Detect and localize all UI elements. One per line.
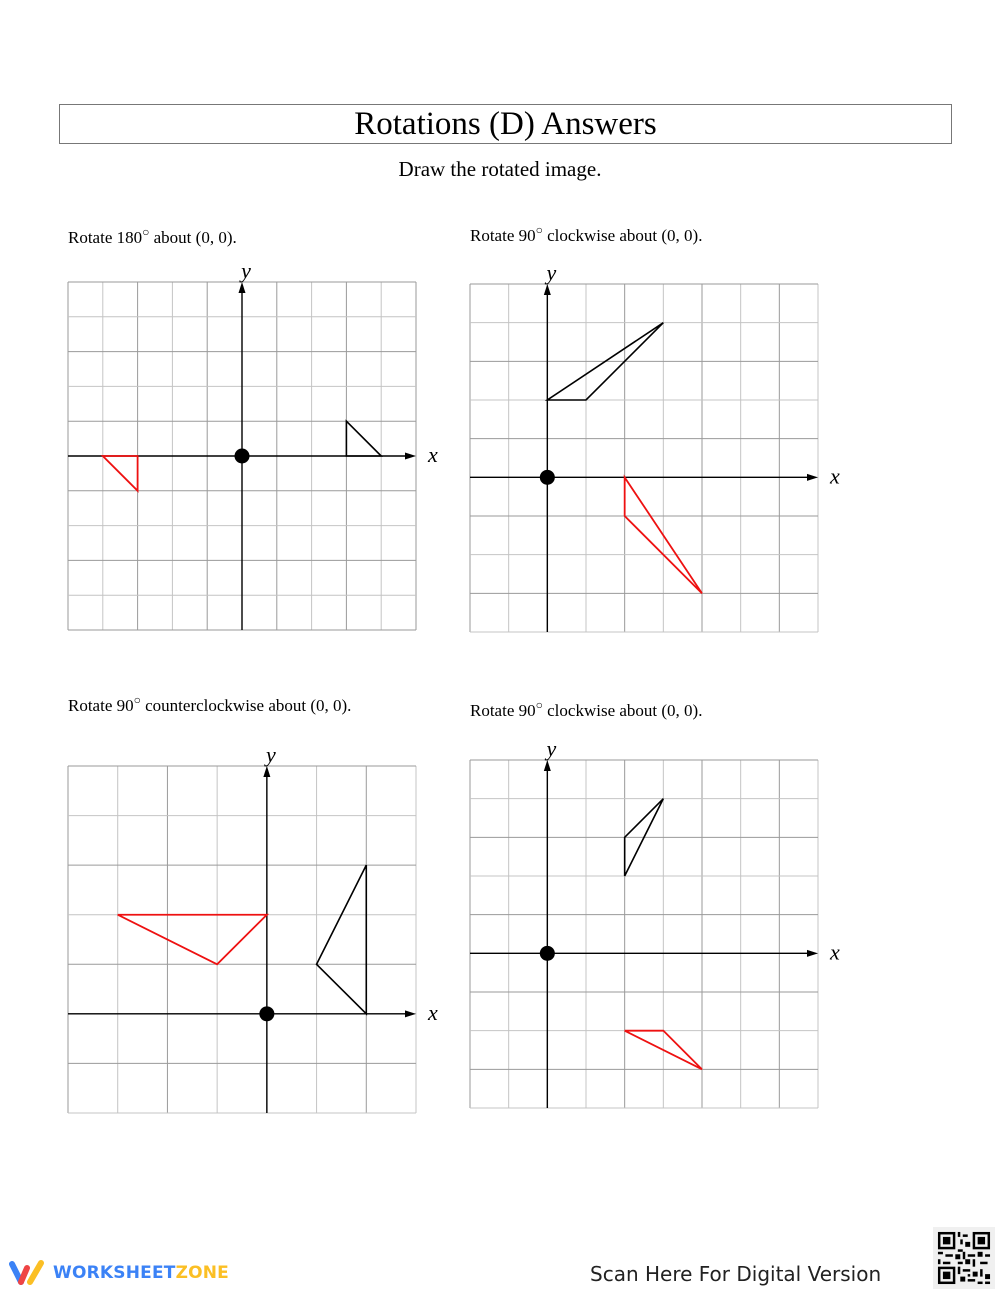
prompt-text: counterclockwise about (0, 0). <box>140 696 352 715</box>
logo-text-part2: ZONE <box>175 1263 229 1283</box>
logo-text-part1: WORKSHEET <box>53 1263 176 1283</box>
logo-text <box>53 1263 229 1283</box>
scan-caption: Scan Here For Digital Version <box>590 1262 882 1286</box>
y-axis-label: y <box>241 258 251 283</box>
instructions: Draw the rotated image. <box>398 157 602 181</box>
prompt-text: clockwise about (0, 0). <box>542 226 703 245</box>
y-axis-arrow-icon <box>544 760 551 771</box>
logo-mark-icon <box>8 1259 48 1287</box>
x-axis-label: x <box>830 463 840 489</box>
x-axis-arrow-icon <box>807 950 818 957</box>
worksheetzone-logo[interactable] <box>8 1259 229 1287</box>
x-axis-label: x <box>428 999 438 1025</box>
degree-symbol: ○ <box>535 698 543 712</box>
prompt-text: Rotate 180 <box>68 228 143 247</box>
degree-symbol: ○ <box>142 225 150 239</box>
y-axis-label: y <box>546 736 557 761</box>
prompt-text: Rotate 90 <box>68 696 134 715</box>
grid-lines <box>470 760 818 1108</box>
y-axis-label: y <box>265 742 276 767</box>
x-axis-label: x <box>830 939 840 965</box>
degree-symbol: ○ <box>133 693 141 707</box>
y-axis-label: y <box>546 260 557 285</box>
page-title: Rotations (D) Answers <box>59 104 952 144</box>
prompt-text: clockwise about (0, 0). <box>542 701 703 720</box>
prompt-text: Rotate 90 <box>470 226 536 245</box>
origin-point <box>540 946 555 961</box>
prompt-text: Rotate 90 <box>470 701 536 720</box>
x-axis-label: x <box>428 442 438 468</box>
degree-symbol: ○ <box>535 223 543 237</box>
prompt-text: about (0, 0). <box>149 228 237 247</box>
qr-code-icon[interactable] <box>933 1227 995 1289</box>
